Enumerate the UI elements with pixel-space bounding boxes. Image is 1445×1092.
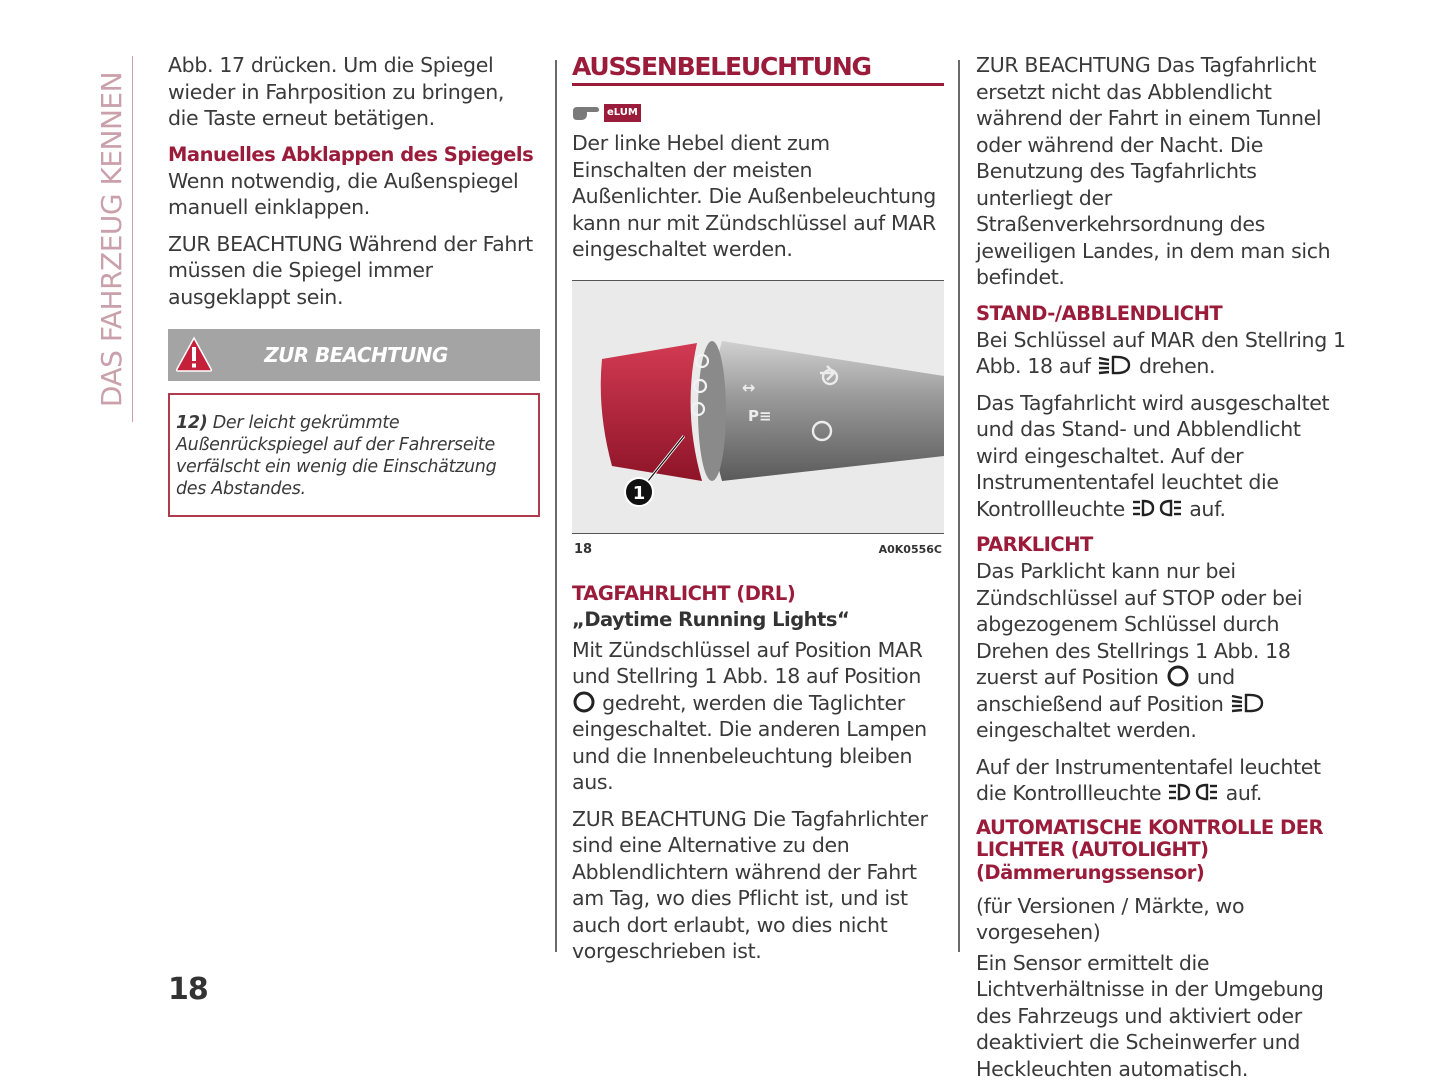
- reference-icons: [572, 100, 944, 126]
- warning-box: [168, 393, 540, 517]
- stand-paragraph-1: [976, 327, 1348, 380]
- autolight-heading: AUTOMATISCHE KONTROLLE DER LICHTER (AUTOLIGHT): [976, 815, 1324, 861]
- warning-triangle-icon: [174, 335, 214, 373]
- stand-paragraph-2-end: auf.: [1189, 496, 1226, 521]
- drl-paragraph-2: ZUR BEACHTUNG Die Tagfahrlichter sind eine Alternative zu den Abblendlichtern während der Fahrt am Tag, wo dies Pflicht ist, und ist auch dort erlaubt, wo dies nicht vorgeschrieben ist.: [572, 806, 928, 963]
- warning-header-label: ZUR BEACHTUNG: [264, 343, 448, 367]
- figure-number: 18: [574, 541, 593, 557]
- drl-heading: TAGFAHRLICHT (DRL): [572, 581, 796, 605]
- autolight-subheading: (Dämmerungssensor): [976, 860, 1205, 884]
- svg-text:P≡: P≡: [748, 406, 772, 425]
- stand-paragraph-1-end: drehen.: [1138, 354, 1216, 378]
- park-paragraph-1: [976, 558, 1348, 744]
- col1-paragraph-2: Wenn notwendig, die Außenspiegel manuell einklappen.: [168, 168, 519, 219]
- side-title-rule: [132, 56, 133, 422]
- section-title: AUSSENBELEUCHTUNG: [572, 52, 944, 86]
- svg-text:↔: ↔: [742, 377, 756, 397]
- pointing-hand-icon: [572, 104, 600, 122]
- low-beam-icon: [1097, 354, 1133, 376]
- chapter-side-title: [92, 56, 132, 422]
- drl-subheading: „Daytime Running Lights“: [572, 607, 850, 631]
- stand-abblendlicht-heading: STAND-/ABBLENDLICHT: [976, 301, 1223, 325]
- park-paragraph-2: [976, 754, 1348, 807]
- drl-paragraph-1: [572, 637, 944, 796]
- lever-figure: [572, 280, 944, 534]
- low-beam-icon-2: [1230, 692, 1266, 714]
- mirror-folding-subheading: Manuelles Abklappen des Spiegels: [168, 142, 534, 166]
- column-3: [976, 52, 1348, 1092]
- drl-paragraph-1-start: Mit Zündschlüssel auf Position MAR und Stellring 1 Abb. 18 auf Position: [572, 637, 923, 688]
- column-2: [572, 52, 944, 975]
- col1-paragraph-1: Abb. 17 drücken. Um die Spiegel wieder in Fahrposition zu bringen, die Taste erneut betätigen.: [168, 53, 505, 130]
- figure-caption: [574, 542, 942, 557]
- figure-code: A0K0556C: [878, 542, 942, 556]
- ring-position-o-icon: [572, 691, 596, 713]
- drl-paragraph-1-end: gedreht, werden die Taglichter eingeschaltet. Die anderen Lampen und die Innenbeleuchtung bleiben aus.: [572, 690, 927, 794]
- autolight-paragraph-2: Ein Sensor ermittelt die Lichtverhältnisse in der Umgebung des Fahrzeugs und aktiviert oder deaktiviert die Scheinwerfer und Heckleuchten automatisch.: [976, 950, 1324, 1081]
- parking-light-indicator-icon: [1131, 497, 1183, 519]
- column-1: [168, 52, 540, 517]
- col1-paragraph-3: ZUR BEACHTUNG Während der Fahrt müssen die Spiegel immer ausgeklappt sein.: [168, 231, 533, 309]
- parking-light-indicator-icon-2: [1167, 781, 1219, 803]
- col2-paragraph-1: Der linke Hebel dient zum Einschalten der meisten Außenlichter. Die Außenbeleuchtung kann nur mit Zündschlüssel auf MAR eingeschaltet werden.: [572, 131, 936, 261]
- park-paragraph-2-start: Auf der Instrumententafel leuchtet die Kontrollleuchte: [976, 754, 1321, 805]
- park-paragraph-1-middle: und anschießend auf Position: [976, 665, 1235, 716]
- light-lever-illustration: [572, 281, 944, 533]
- stand-paragraph-2: [976, 390, 1348, 523]
- stand-paragraph-2-start: Das Tagfahrlicht wird ausgeschaltet und das Stand- und Abblendlicht wird eingeschaltet. Auf der Instrumententafel leuchtet die Kontrollleuchte: [976, 390, 1330, 521]
- page-number: 18: [168, 972, 208, 1007]
- stand-paragraph-1-start: Bei Schlüssel auf MAR den Stellring 1 Abb. 18 auf: [976, 327, 1346, 378]
- park-paragraph-1-end: eingeschaltet werden.: [976, 718, 1197, 742]
- autolight-paragraph-1: (für Versionen / Märkte, wo vorgesehen): [976, 893, 1245, 944]
- column-divider-2: [958, 60, 960, 952]
- parklicht-heading: PARKLICHT: [976, 533, 1093, 556]
- ring-position-o-icon-2: [1165, 665, 1191, 687]
- figure-callout-1: 1: [632, 482, 646, 504]
- park-paragraph-1-start: Das Parklicht kann nur bei Zündschlüssel auf STOP oder bei abgezogenem Schlüssel durch Drehen des Stellrings 1 Abb. 18 zuerst auf Position: [976, 559, 1303, 689]
- col3-paragraph-1: ZUR BEACHTUNG Das Tagfahrlicht ersetzt nicht das Abblendlicht während der Fahrt in einem Tunnel oder während der Nacht. Die Benutzung des Tagfahrlichts unterliegt der Straßenverkehrsordnung des jeweiligen Landes, in dem man sich befindet.: [976, 53, 1331, 289]
- warning-text: Der leicht gekrümmte Außenrückspiegel auf der Fahrerseite verfälscht ein wenig die Einschätzung des Abstandes.: [176, 413, 497, 499]
- warning-header: [168, 329, 540, 381]
- park-paragraph-2-end: auf.: [1225, 781, 1263, 805]
- elum-badge: eLUM: [604, 104, 641, 122]
- chapter-side-title-text: DAS FAHRZEUG KENNEN: [95, 71, 129, 407]
- column-divider-1: [555, 60, 557, 952]
- warning-number: 12): [176, 413, 208, 433]
